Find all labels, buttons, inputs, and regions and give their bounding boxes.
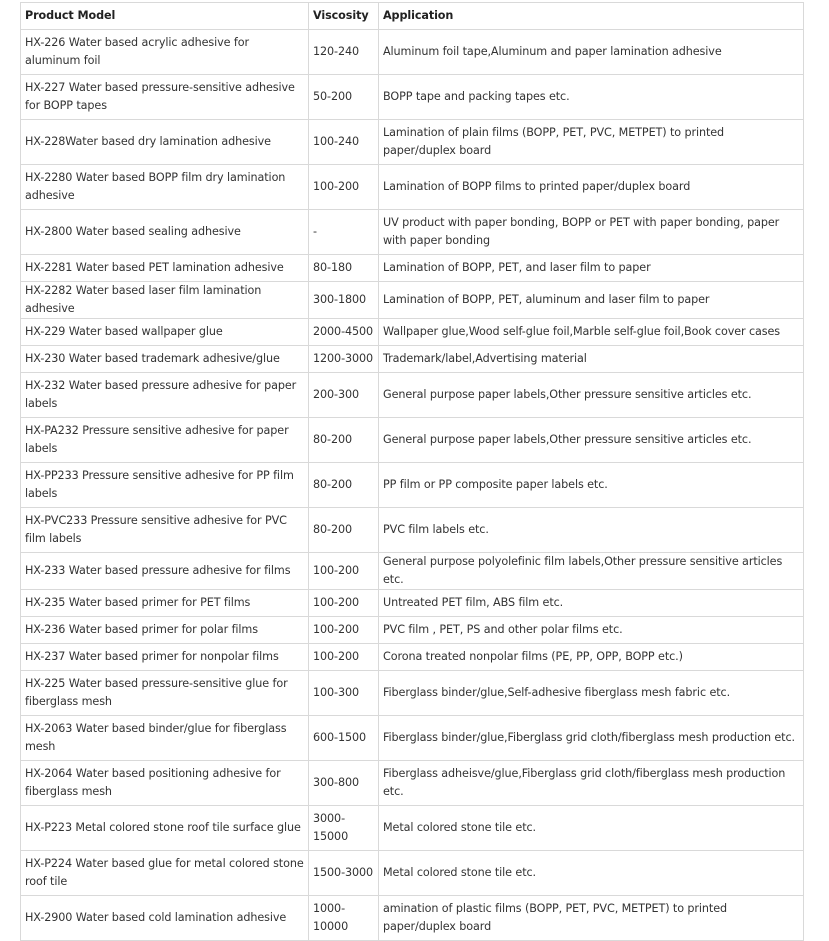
cell-application: amination of plastic films (BOPP, PET, PVC, METPET) to printed paper/duplex board <box>379 896 804 941</box>
table-row <box>21 418 804 463</box>
cell-product-model: HX-235 Water based primer for PET films <box>21 590 309 617</box>
cell-application: Fiberglass adheisve/glue,Fiberglass grid cloth/fiberglass mesh production etc. <box>379 761 804 806</box>
cell-product-model: HX-236 Water based primer for polar films <box>21 617 309 644</box>
cell-viscosity: 2000-4500 <box>309 319 379 346</box>
cell-viscosity: 50-200 <box>309 75 379 120</box>
cell-viscosity: 300-800 <box>309 761 379 806</box>
table-row <box>21 319 804 346</box>
cell-viscosity: 100-200 <box>309 617 379 644</box>
header-row <box>21 3 804 30</box>
cell-product-model: HX-230 Water based trademark adhesive/glue <box>21 346 309 373</box>
cell-product-model: HX-PVC233 Pressure sensitive adhesive for PVC film labels <box>21 508 309 553</box>
cell-product-model: HX-2900 Water based cold lamination adhesive <box>21 896 309 941</box>
cell-product-model: HX-233 Water based pressure adhesive for films <box>21 553 309 590</box>
table-row <box>21 553 804 590</box>
table-row <box>21 761 804 806</box>
cell-viscosity: 100-300 <box>309 671 379 716</box>
cell-application: PVC film labels etc. <box>379 508 804 553</box>
cell-product-model: HX-2063 Water based binder/glue for fiberglass mesh <box>21 716 309 761</box>
cell-application: Metal colored stone tile etc. <box>379 806 804 851</box>
cell-viscosity: 80-180 <box>309 255 379 282</box>
header-application: Application <box>379 3 804 30</box>
cell-application: Metal colored stone tile etc. <box>379 851 804 896</box>
cell-product-model: HX-PA232 Pressure sensitive adhesive for paper labels <box>21 418 309 463</box>
cell-viscosity: 1200-3000 <box>309 346 379 373</box>
cell-product-model: HX-P223 Metal colored stone roof tile surface glue <box>21 806 309 851</box>
cell-application: BOPP tape and packing tapes etc. <box>379 75 804 120</box>
cell-application: General purpose paper labels,Other pressure sensitive articles etc. <box>379 418 804 463</box>
cell-application: Untreated PET film, ABS film etc. <box>379 590 804 617</box>
cell-viscosity: 100-200 <box>309 644 379 671</box>
table-row <box>21 644 804 671</box>
cell-application: Lamination of plain films (BOPP, PET, PVC, METPET) to printed paper/duplex board <box>379 120 804 165</box>
table-row <box>21 120 804 165</box>
cell-viscosity: 120-240 <box>309 30 379 75</box>
cell-product-model: HX-2800 Water based sealing adhesive <box>21 210 309 255</box>
table-row <box>21 716 804 761</box>
cell-viscosity: 100-200 <box>309 553 379 590</box>
cell-application: PVC film , PET, PS and other polar films etc. <box>379 617 804 644</box>
cell-product-model: HX-2280 Water based BOPP film dry lamination adhesive <box>21 165 309 210</box>
table-row <box>21 806 804 851</box>
cell-application: Corona treated nonpolar films (PE, PP, OPP, BOPP etc.) <box>379 644 804 671</box>
header-product-model: Product Model <box>21 3 309 30</box>
cell-application: Wallpaper glue,Wood self-glue foil,Marble self-glue foil,Book cover cases <box>379 319 804 346</box>
cell-application: Lamination of BOPP films to printed paper/duplex board <box>379 165 804 210</box>
cell-viscosity: 80-200 <box>309 508 379 553</box>
cell-viscosity: - <box>309 210 379 255</box>
cell-product-model: HX-PP233 Pressure sensitive adhesive for PP film labels <box>21 463 309 508</box>
cell-product-model: HX-225 Water based pressure-sensitive glue for fiberglass mesh <box>21 671 309 716</box>
table-row <box>21 896 804 941</box>
cell-product-model: HX-228Water based dry lamination adhesive <box>21 120 309 165</box>
cell-application: Lamination of BOPP, PET, and laser film to paper <box>379 255 804 282</box>
cell-product-model: HX-2281 Water based PET lamination adhesive <box>21 255 309 282</box>
cell-viscosity: 80-200 <box>309 463 379 508</box>
table-row <box>21 255 804 282</box>
cell-viscosity: 1000-10000 <box>309 896 379 941</box>
table-row <box>21 210 804 255</box>
table-row <box>21 508 804 553</box>
table-row <box>21 30 804 75</box>
cell-product-model: HX-227 Water based pressure-sensitive adhesive for BOPP tapes <box>21 75 309 120</box>
cell-viscosity: 1500-3000 <box>309 851 379 896</box>
table-row <box>21 463 804 508</box>
table-row <box>21 346 804 373</box>
cell-product-model: HX-232 Water based pressure adhesive for paper labels <box>21 373 309 418</box>
cell-viscosity: 3000-15000 <box>309 806 379 851</box>
cell-application: Fiberglass binder/glue,Self-adhesive fiberglass mesh fabric etc. <box>379 671 804 716</box>
cell-application: Aluminum foil tape,Aluminum and paper lamination adhesive <box>379 30 804 75</box>
cell-product-model: HX-237 Water based primer for nonpolar films <box>21 644 309 671</box>
cell-product-model: HX-2282 Water based laser film lamination adhesive <box>21 282 309 319</box>
cell-viscosity: 100-240 <box>309 120 379 165</box>
cell-application: UV product with paper bonding, BOPP or PET with paper bonding, paper with paper bonding <box>379 210 804 255</box>
cell-application: PP film or PP composite paper labels etc. <box>379 463 804 508</box>
table-row <box>21 373 804 418</box>
cell-product-model: HX-2064 Water based positioning adhesive for fiberglass mesh <box>21 761 309 806</box>
cell-application: General purpose paper labels,Other pressure sensitive articles etc. <box>379 373 804 418</box>
cell-product-model: HX-226 Water based acrylic adhesive for aluminum foil <box>21 30 309 75</box>
table-row <box>21 590 804 617</box>
table-row <box>21 617 804 644</box>
cell-viscosity: 80-200 <box>309 418 379 463</box>
cell-viscosity: 100-200 <box>309 590 379 617</box>
header-viscosity: Viscosity <box>309 3 379 30</box>
table-row <box>21 671 804 716</box>
table-row <box>21 282 804 319</box>
table-row <box>21 75 804 120</box>
cell-viscosity: 600-1500 <box>309 716 379 761</box>
product-table <box>20 2 804 941</box>
cell-product-model: HX-229 Water based wallpaper glue <box>21 319 309 346</box>
cell-product-model: HX-P224 Water based glue for metal colored stone roof tile <box>21 851 309 896</box>
cell-application: Trademark/label,Advertising material <box>379 346 804 373</box>
table-row <box>21 851 804 896</box>
cell-application: Lamination of BOPP, PET, aluminum and laser film to paper <box>379 282 804 319</box>
cell-viscosity: 100-200 <box>309 165 379 210</box>
table-row <box>21 165 804 210</box>
cell-application: Fiberglass binder/glue,Fiberglass grid cloth/fiberglass mesh production etc. <box>379 716 804 761</box>
cell-viscosity: 300-1800 <box>309 282 379 319</box>
cell-viscosity: 200-300 <box>309 373 379 418</box>
cell-application: General purpose polyolefinic film labels,Other pressure sensitive articles etc. <box>379 553 804 590</box>
